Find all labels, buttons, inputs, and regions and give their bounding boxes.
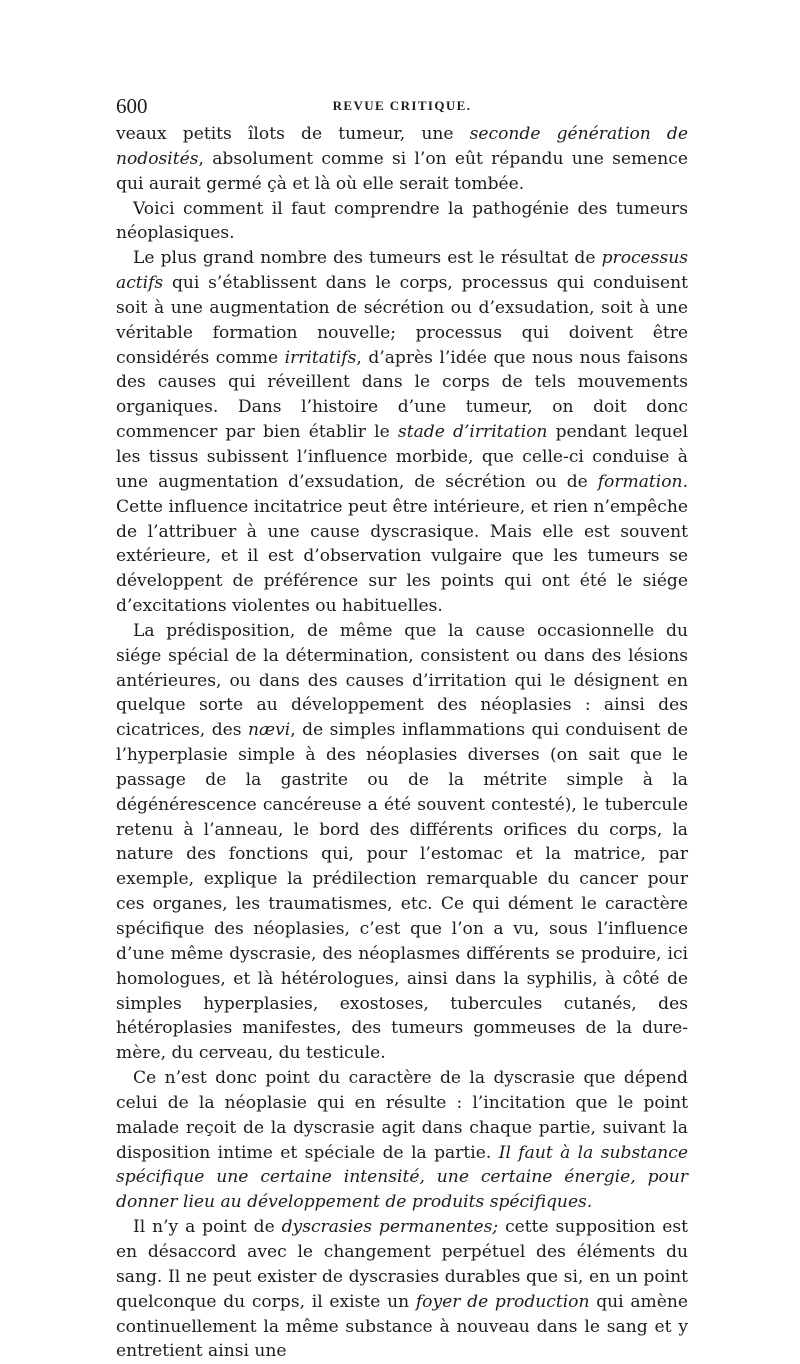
italic-text: seconde génération de nodosités — [116, 124, 688, 169]
italic-text: formation — [597, 471, 683, 492]
paragraph — [116, 197, 688, 247]
body-text — [116, 122, 688, 1364]
text-run: qui amène continuellement la même substance à nouveau dans le sang et y entretient ainsi une — [116, 1291, 688, 1362]
italic-text: Il faut à la substance spécifique une certaine intensité, une certaine énergie, pour donner lieu au développement de produits spécifiques. — [116, 1142, 688, 1213]
text-run: Voici comment il faut comprendre la pathogénie des tumeurs néoplasiques. — [116, 198, 688, 244]
text-run: . Cette influence incitatrice peut être intérieure, et rien n’empêche de l’attribuer à une cause dyscrasique. Mais elle est souvent extérieure, et il est d’observation vulgaire que les tumeurs se développent de préférence sur les points qui ont été le siége d’excitations violentes ou habituelles. — [116, 471, 688, 617]
text-run: pendant lequel les tissus subissent l’influence morbide, que celle-ci conduise à une augmentation d’exsudation, de sécrétion ou de — [116, 422, 688, 492]
text-run: , de simples inflammations qui conduisent de l’hyperplasie simple à des néoplasies diverses (on sait que le passage de la gastrite ou de la métrite simple à la dégénérescence cancéreuse a été souvent contesté), le tubercule retenu à l’anneau, le bord des différents orifices du corps, la nature des fonctions qui, pour l’estomac et la matrice, par exemple, explique la prédilection remarquable du cancer pour ces organes, les traumatismes, etc. Ce qui dément le caractère spécifique des néoplasies, c’est que l’on a vu, sous l’influence d’une même dyscrasie, des néoplasmes différents se produire, ici homologues, et là hétérologues, ainsi dans la syphilis, à côté de simples hyperplasies, exostoses, tubercules cutanés, des hétéroplasies manifestes, des tumeurs gommeuses de la dure-mère, du cerveau, du testicule. — [116, 720, 688, 1064]
italic-text: processus actifs — [116, 248, 688, 294]
running-head — [116, 94, 688, 118]
paragraph — [116, 122, 688, 197]
text-run: Il n’y a point de — [133, 1217, 282, 1238]
text-run: qui s’établissent dans le corps, processus qui conduisent soit à une augmentation de sécrétion ou d’exsudation, soit à une véritable formation nouvelle; processus qui doivent être considérés comme — [116, 273, 688, 368]
italic-text: foyer de production — [415, 1291, 590, 1312]
text-run: La prédisposition, de même que la cause occasionnelle du siége spécial de la détermination, consistent ou dans des lésions antérieures, ou dans des causes d’irritation qui le désignent en quelque sorte au développement des néoplasies : ainsi des cicatrices, des — [116, 620, 688, 741]
italic-text: nævi — [248, 720, 291, 741]
italic-text: dyscrasies permanentes; — [281, 1217, 499, 1238]
italic-text: stade d’irritation — [397, 422, 548, 443]
paragraph — [116, 619, 688, 1066]
text-run: Le plus grand nombre des tumeurs est le résultat de — [133, 248, 602, 269]
italic-text: irritatifs — [284, 347, 357, 368]
text-run: veaux petits îlots de tumeur, une — [116, 124, 470, 144]
page-number: 600 — [116, 94, 148, 118]
text-run: , d’après l’idée que nous nous faisons des causes qui réveillent dans le corps de tels mouvements organiques. Dans l’histoire d’une tumeur, on doit donc commencer par bien établir le — [116, 347, 688, 443]
text-run: Ce n’est donc point du caractère de la dyscrasie que dépend celui de la néoplasie qui en résulte : l’incitation que le point malade reçoit de la dyscrasie agit dans chaque partie, suivant la disposition intime et spéciale de la partie. — [116, 1068, 688, 1163]
text-run: , absolument comme si l’on eût répandu une semence qui aurait germé çà et là où elle serait tombée. — [116, 148, 688, 194]
paragraph — [116, 1066, 688, 1215]
paragraph — [116, 246, 688, 619]
text-run: cette supposition est en désaccord avec le changement perpétuel des éléments du sang. Il ne peut exister de dyscrasies durables que si, en un point quelconque du corps, il existe un — [116, 1217, 688, 1312]
paragraph — [116, 1215, 688, 1364]
book-page — [116, 94, 688, 1364]
running-title: REVUE CRITIQUE. — [332, 98, 472, 113]
